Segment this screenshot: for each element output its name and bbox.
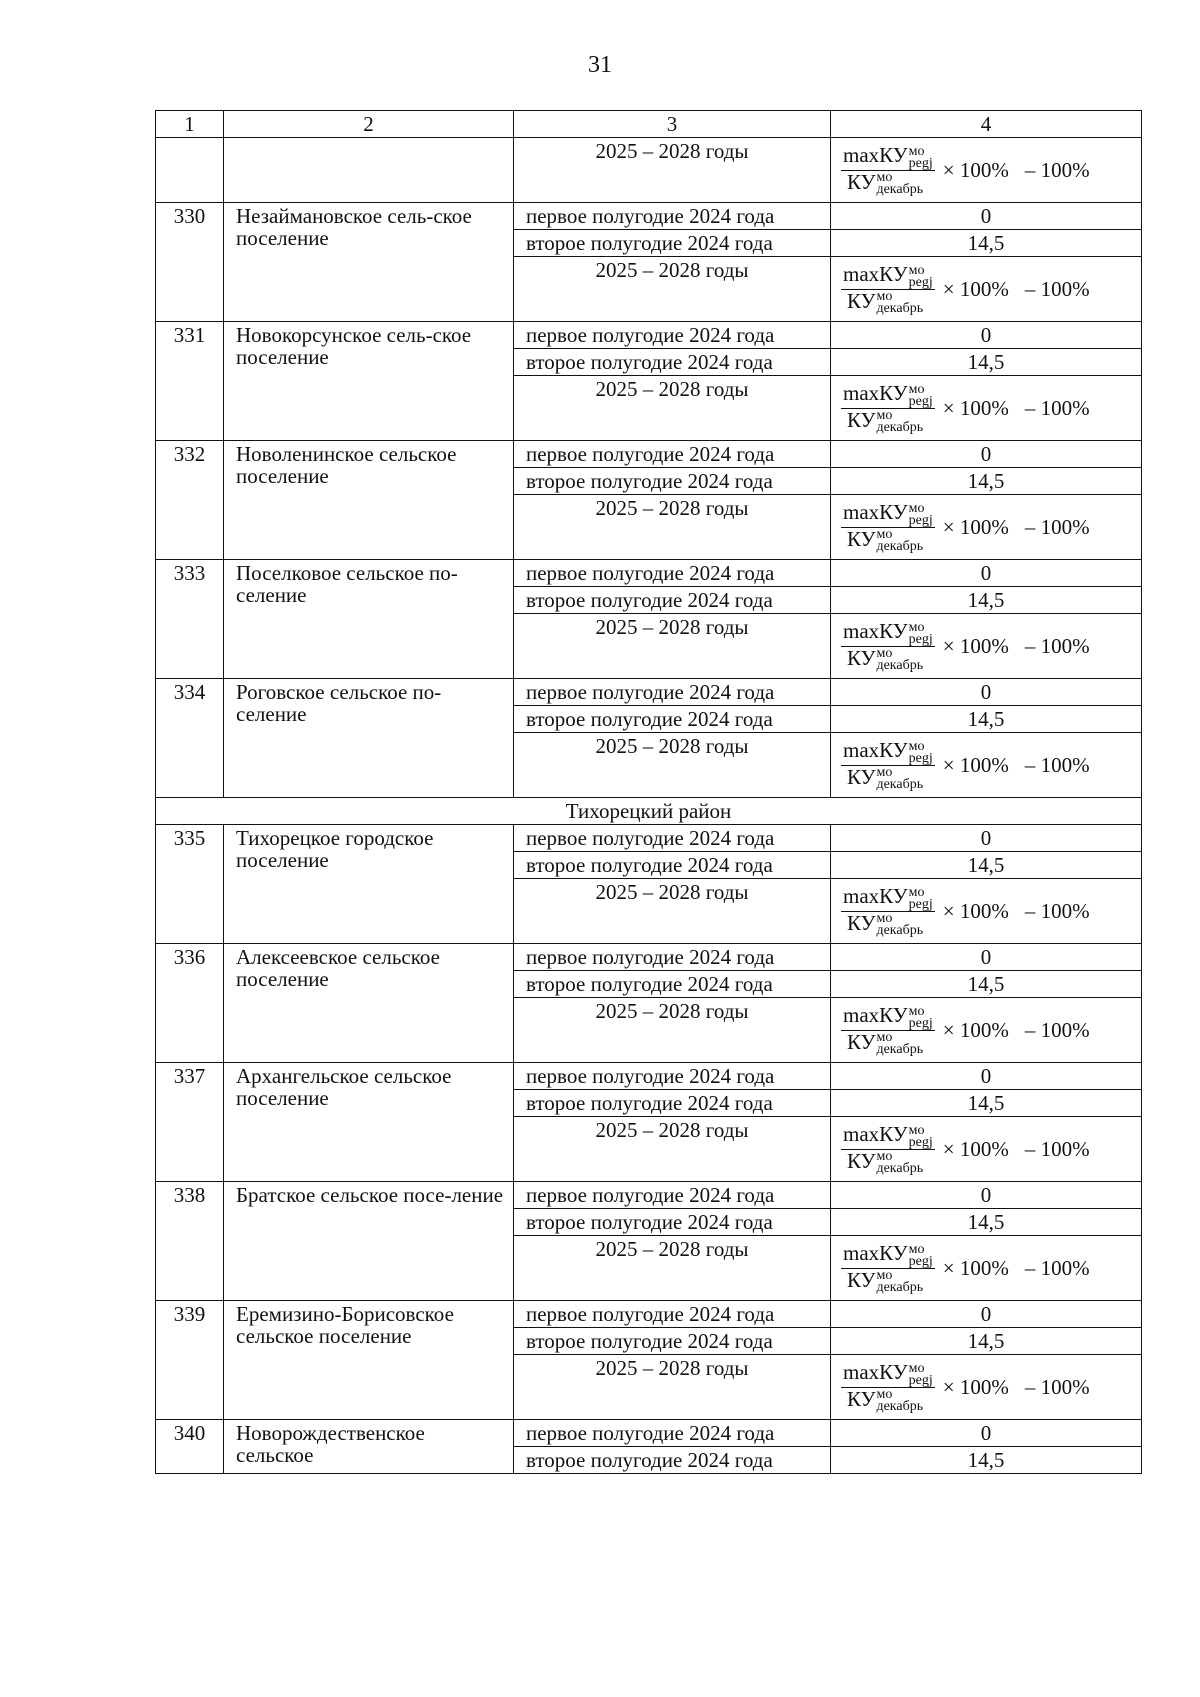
formula-multiplier: × 100% — [942, 395, 1009, 420]
formula-den-main: КУ — [847, 288, 876, 313]
formula-multiplier: × 100% — [942, 514, 1009, 539]
formula-den-sup: мо — [876, 764, 893, 780]
formula-den-sup: мо — [876, 1267, 893, 1283]
formula-den-sup: мо — [876, 526, 893, 542]
formula-den-sub: декабрь — [876, 1279, 924, 1295]
formula-multiplier: × 100% — [942, 1374, 1009, 1399]
formula-num-sup: мо — [908, 1241, 925, 1257]
period-first-half: первое полугодие 2024 года — [514, 1063, 831, 1090]
continuation-formula-cell — [831, 138, 1142, 203]
formula-numerator — [841, 885, 935, 910]
formula-den-sub: декабрь — [876, 419, 924, 435]
formula-den-sup: мо — [876, 1386, 893, 1402]
formula-numerator — [841, 1361, 935, 1386]
period-second-half: второе полугодие 2024 года — [514, 852, 831, 879]
period-2025-2028: 2025 – 2028 годы — [514, 257, 831, 322]
formula-den-main: КУ — [847, 1267, 876, 1292]
table-row — [156, 825, 1142, 852]
value-second-half: 14,5 — [831, 349, 1142, 376]
formula-denominator — [841, 170, 935, 196]
coefficient-formula — [831, 144, 1141, 195]
period-first-half: первое полугодие 2024 года — [514, 322, 831, 349]
formula-denominator — [841, 646, 935, 672]
value-first-half: 0 — [831, 1420, 1142, 1447]
formula-minus: – 100% — [1024, 752, 1090, 777]
period-second-half: второе полугодие 2024 года — [514, 349, 831, 376]
formula-num-sup: мо — [908, 619, 925, 635]
formula-multiplier: × 100% — [942, 752, 1009, 777]
formula-denominator — [841, 527, 935, 553]
formula-multiplier: × 100% — [942, 1136, 1009, 1161]
period-2025-2028: 2025 – 2028 годы — [514, 879, 831, 944]
formula-cell — [831, 879, 1142, 944]
period-first-half: первое полугодие 2024 года — [514, 1420, 831, 1447]
formula-num-main: maxКУ — [843, 143, 908, 168]
coefficient-formula — [831, 620, 1141, 671]
table-row — [156, 1420, 1142, 1447]
formula-fraction — [841, 382, 935, 433]
coefficient-formula — [831, 1123, 1141, 1174]
formula-num-main: maxКУ — [843, 884, 908, 909]
row-number: 335 — [156, 825, 224, 944]
formula-num-sub: pegj — [908, 274, 933, 290]
period-second-half: второе полугодие 2024 года — [514, 468, 831, 495]
district-title: Тихорецкий район — [156, 798, 1142, 825]
coefficient-formula — [831, 885, 1141, 936]
formula-fraction — [841, 885, 935, 936]
row-number: 336 — [156, 944, 224, 1063]
header-col-3: 3 — [514, 111, 831, 138]
formula-numerator — [841, 144, 935, 169]
formula-numerator — [841, 501, 935, 526]
formula-num-sub: pegj — [908, 750, 933, 766]
period-second-half: второе полугодие 2024 года — [514, 1447, 831, 1474]
value-second-half: 14,5 — [831, 971, 1142, 998]
formula-minus: – 100% — [1024, 514, 1090, 539]
header-col-2: 2 — [224, 111, 514, 138]
formula-cell — [831, 257, 1142, 322]
row-number: 338 — [156, 1182, 224, 1301]
formula-minus: – 100% — [1024, 157, 1090, 182]
value-first-half: 0 — [831, 1063, 1142, 1090]
formula-fraction — [841, 501, 935, 552]
formula-num-sub: pegj — [908, 512, 933, 528]
formula-den-sup: мо — [876, 169, 893, 185]
period-2025-2028: 2025 – 2028 годы — [514, 733, 831, 798]
period-second-half: второе полугодие 2024 года — [514, 230, 831, 257]
formula-num-main: maxКУ — [843, 1003, 908, 1028]
value-second-half: 14,5 — [831, 468, 1142, 495]
header-col-4: 4 — [831, 111, 1142, 138]
settlement-name: Новоленинское сельское поселение — [224, 441, 514, 560]
formula-den-sub: декабрь — [876, 538, 924, 554]
table-row — [156, 1063, 1142, 1090]
formula-den-sup: мо — [876, 288, 893, 304]
value-second-half: 14,5 — [831, 1447, 1142, 1474]
formula-num-sup: мо — [908, 1003, 925, 1019]
formula-denominator — [841, 1030, 935, 1056]
period-first-half: первое полугодие 2024 года — [514, 1182, 831, 1209]
value-second-half: 14,5 — [831, 230, 1142, 257]
formula-minus: – 100% — [1024, 1255, 1090, 1280]
value-first-half: 0 — [831, 560, 1142, 587]
district-row — [156, 798, 1142, 825]
formula-den-sub: декабрь — [876, 776, 924, 792]
formula-fraction — [841, 1123, 935, 1174]
formula-minus: – 100% — [1024, 1017, 1090, 1042]
formula-cell — [831, 376, 1142, 441]
period-second-half: второе полугодие 2024 года — [514, 1328, 831, 1355]
period-2025-2028: 2025 – 2028 годы — [514, 1355, 831, 1420]
continuation-row — [156, 138, 1142, 203]
row-number: 331 — [156, 322, 224, 441]
formula-num-sub: pegj — [908, 155, 933, 171]
table-row — [156, 679, 1142, 706]
formula-fraction — [841, 1242, 935, 1293]
page-number: 31 — [588, 52, 612, 78]
formula-num-main: maxКУ — [843, 381, 908, 406]
formula-den-sub: декабрь — [876, 922, 924, 938]
value-first-half: 0 — [831, 1182, 1142, 1209]
value-first-half: 0 — [831, 1301, 1142, 1328]
row-number: 332 — [156, 441, 224, 560]
period-first-half: первое полугодие 2024 года — [514, 1301, 831, 1328]
coefficients-table — [155, 110, 1142, 1474]
formula-minus: – 100% — [1024, 276, 1090, 301]
formula-den-sup: мо — [876, 407, 893, 423]
formula-cell — [831, 1355, 1142, 1420]
formula-numerator — [841, 263, 935, 288]
formula-minus: – 100% — [1024, 395, 1090, 420]
formula-num-sup: мо — [908, 381, 925, 397]
formula-den-sup: мо — [876, 910, 893, 926]
formula-denominator — [841, 911, 935, 937]
formula-numerator — [841, 1123, 935, 1148]
period-first-half: первое полугодие 2024 года — [514, 203, 831, 230]
formula-fraction — [841, 620, 935, 671]
table-row — [156, 441, 1142, 468]
formula-numerator — [841, 382, 935, 407]
row-number: 333 — [156, 560, 224, 679]
formula-den-sub: декабрь — [876, 181, 924, 197]
row-number: 337 — [156, 1063, 224, 1182]
value-second-half: 14,5 — [831, 1090, 1142, 1117]
settlement-name: Алексеевское сельское поселение — [224, 944, 514, 1063]
period-2025-2028: 2025 – 2028 годы — [514, 998, 831, 1063]
formula-den-main: КУ — [847, 910, 876, 935]
continuation-period: 2025 – 2028 годы — [514, 138, 831, 203]
formula-multiplier: × 100% — [942, 1017, 1009, 1042]
formula-num-sub: pegj — [908, 896, 933, 912]
value-first-half: 0 — [831, 825, 1142, 852]
period-2025-2028: 2025 – 2028 годы — [514, 495, 831, 560]
formula-fraction — [841, 1361, 935, 1412]
formula-den-sup: мо — [876, 1029, 893, 1045]
continuation-name-cell — [224, 138, 514, 203]
formula-cell — [831, 1117, 1142, 1182]
formula-cell — [831, 495, 1142, 560]
period-first-half: первое полугодие 2024 года — [514, 560, 831, 587]
formula-denominator — [841, 289, 935, 315]
period-first-half: первое полугодие 2024 года — [514, 944, 831, 971]
formula-den-main: КУ — [847, 1029, 876, 1054]
formula-cell — [831, 1236, 1142, 1301]
settlement-name: Новокорсунское сель-ское поселение — [224, 322, 514, 441]
row-number: 330 — [156, 203, 224, 322]
formula-num-sup: мо — [908, 738, 925, 754]
period-second-half: второе полугодие 2024 года — [514, 1090, 831, 1117]
header-row — [156, 111, 1142, 138]
formula-num-sup: мо — [908, 500, 925, 516]
value-second-half: 14,5 — [831, 706, 1142, 733]
value-second-half: 14,5 — [831, 587, 1142, 614]
settlement-name: Архангельское сельское поселение — [224, 1063, 514, 1182]
period-2025-2028: 2025 – 2028 годы — [514, 1117, 831, 1182]
table-row — [156, 203, 1142, 230]
formula-num-sup: мо — [908, 1360, 925, 1376]
formula-num-sub: pegj — [908, 393, 933, 409]
formula-num-sub: pegj — [908, 1134, 933, 1150]
coefficient-formula — [831, 1361, 1141, 1412]
formula-denominator — [841, 1387, 935, 1413]
formula-num-sup: мо — [908, 262, 925, 278]
formula-multiplier: × 100% — [942, 898, 1009, 923]
period-first-half: первое полугодие 2024 года — [514, 825, 831, 852]
table-row — [156, 322, 1142, 349]
formula-numerator — [841, 1004, 935, 1029]
formula-num-sub: pegj — [908, 1253, 933, 1269]
formula-num-main: maxКУ — [843, 1360, 908, 1385]
table-row — [156, 1301, 1142, 1328]
formula-minus: – 100% — [1024, 1136, 1090, 1161]
formula-denominator — [841, 1149, 935, 1175]
formula-numerator — [841, 739, 935, 764]
row-number: 334 — [156, 679, 224, 798]
formula-den-main: КУ — [847, 764, 876, 789]
settlement-name: Роговское сельское по-селение — [224, 679, 514, 798]
settlement-name: Братское сельское посе-ление — [224, 1182, 514, 1301]
period-second-half: второе полугодие 2024 года — [514, 1209, 831, 1236]
settlement-name: Незаймановское сель-ское поселение — [224, 203, 514, 322]
formula-num-sub: pegj — [908, 631, 933, 647]
formula-multiplier: × 100% — [942, 157, 1009, 182]
formula-minus: – 100% — [1024, 633, 1090, 658]
formula-denominator — [841, 765, 935, 791]
formula-cell — [831, 733, 1142, 798]
value-second-half: 14,5 — [831, 1209, 1142, 1236]
coefficient-formula — [831, 501, 1141, 552]
formula-den-sub: декабрь — [876, 300, 924, 316]
header-col-1: 1 — [156, 111, 224, 138]
formula-cell — [831, 998, 1142, 1063]
formula-den-main: КУ — [847, 169, 876, 194]
formula-den-sup: мо — [876, 1148, 893, 1164]
coefficient-formula — [831, 382, 1141, 433]
table-row — [156, 560, 1142, 587]
settlement-name: Поселковое сельское по-селение — [224, 560, 514, 679]
value-second-half: 14,5 — [831, 852, 1142, 879]
table-row — [156, 1182, 1142, 1209]
value-second-half: 14,5 — [831, 1328, 1142, 1355]
settlement-name: Новорождественское сельское — [224, 1420, 514, 1474]
formula-multiplier: × 100% — [942, 1255, 1009, 1280]
formula-denominator — [841, 1268, 935, 1294]
formula-num-main: maxКУ — [843, 1122, 908, 1147]
value-first-half: 0 — [831, 441, 1142, 468]
period-2025-2028: 2025 – 2028 годы — [514, 1236, 831, 1301]
period-first-half: первое полугодие 2024 года — [514, 441, 831, 468]
formula-minus: – 100% — [1024, 1374, 1090, 1399]
formula-den-main: КУ — [847, 1386, 876, 1411]
settlement-name: Еремизино-Борисовское сельское поселение — [224, 1301, 514, 1420]
formula-num-main: maxКУ — [843, 619, 908, 644]
period-second-half: второе полугодие 2024 года — [514, 587, 831, 614]
value-first-half: 0 — [831, 679, 1142, 706]
period-first-half: первое полугодие 2024 года — [514, 679, 831, 706]
formula-fraction — [841, 263, 935, 314]
formula-den-sub: декабрь — [876, 1160, 924, 1176]
coefficient-formula — [831, 1242, 1141, 1293]
formula-den-main: КУ — [847, 526, 876, 551]
row-number: 340 — [156, 1420, 224, 1474]
formula-numerator — [841, 620, 935, 645]
formula-den-main: КУ — [847, 1148, 876, 1173]
formula-den-main: КУ — [847, 645, 876, 670]
formula-den-sub: декабрь — [876, 657, 924, 673]
coefficient-formula — [831, 263, 1141, 314]
table-row — [156, 944, 1142, 971]
period-second-half: второе полугодие 2024 года — [514, 706, 831, 733]
value-first-half: 0 — [831, 944, 1142, 971]
formula-fraction — [841, 1004, 935, 1055]
formula-den-sub: декабрь — [876, 1041, 924, 1057]
formula-num-main: maxКУ — [843, 1241, 908, 1266]
formula-denominator — [841, 408, 935, 434]
formula-numerator — [841, 1242, 935, 1267]
period-second-half: второе полугодие 2024 года — [514, 971, 831, 998]
formula-minus: – 100% — [1024, 898, 1090, 923]
formula-num-sup: мо — [908, 884, 925, 900]
continuation-num-cell — [156, 138, 224, 203]
formula-num-main: maxКУ — [843, 738, 908, 763]
formula-num-main: maxКУ — [843, 500, 908, 525]
value-first-half: 0 — [831, 322, 1142, 349]
formula-den-main: КУ — [847, 407, 876, 432]
formula-fraction — [841, 739, 935, 790]
value-first-half: 0 — [831, 203, 1142, 230]
coefficient-formula — [831, 1004, 1141, 1055]
settlement-name: Тихорецкое городское поселение — [224, 825, 514, 944]
formula-den-sup: мо — [876, 645, 893, 661]
formula-num-sup: мо — [908, 143, 925, 159]
period-2025-2028: 2025 – 2028 годы — [514, 614, 831, 679]
formula-num-sub: pegj — [908, 1372, 933, 1388]
formula-den-sub: декабрь — [876, 1398, 924, 1414]
formula-num-main: maxКУ — [843, 262, 908, 287]
coefficient-formula — [831, 739, 1141, 790]
formula-num-sup: мо — [908, 1122, 925, 1138]
formula-multiplier: × 100% — [942, 633, 1009, 658]
formula-num-sub: pegj — [908, 1015, 933, 1031]
period-2025-2028: 2025 – 2028 годы — [514, 376, 831, 441]
formula-multiplier: × 100% — [942, 276, 1009, 301]
row-number: 339 — [156, 1301, 224, 1420]
formula-fraction — [841, 144, 935, 195]
formula-cell — [831, 614, 1142, 679]
